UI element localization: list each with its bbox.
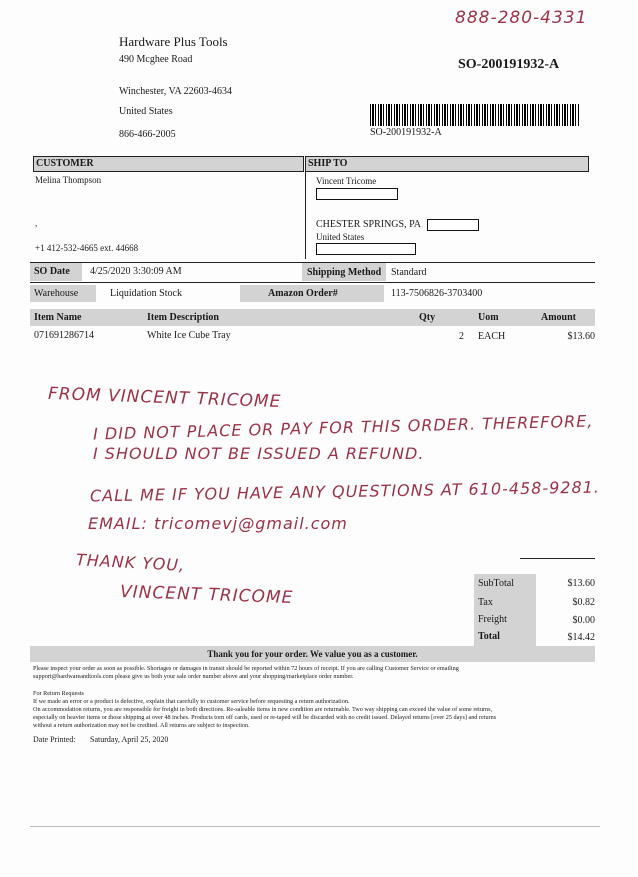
subtotal-value: $13.60 (567, 578, 595, 589)
notice-line: support@hardwareandtools.com please give us both your sale order number above and your shopping/marketplace order number. (33, 673, 354, 680)
rule (30, 282, 595, 283)
shipping-method-label: Shipping Method (307, 267, 382, 278)
col-item-description: Item Description (147, 312, 219, 323)
handwritten-line: I DID NOT PLACE OR PAY FOR THIS ORDER. THEREFORE, (92, 411, 594, 444)
handwritten-email: EMAIL: tricomevj@gmail.com (88, 514, 348, 533)
freight-label: Freight (478, 614, 507, 625)
date-printed-label: Date Printed: (33, 735, 76, 744)
amazon-order-label: Amazon Order# (268, 288, 338, 299)
company-country: United States (119, 106, 173, 117)
section-divider (305, 171, 306, 259)
customer-name: Melina Thompson (35, 175, 102, 185)
item-name: 071691286714 (34, 330, 94, 341)
shipto-name: Vincent Tricome (316, 176, 377, 186)
barcode-text: SO-200191932-A (370, 127, 442, 138)
shipto-country: United States (316, 232, 365, 242)
item-description: White Ice Cube Tray (147, 330, 231, 341)
tax-value: $0.82 (572, 597, 595, 608)
notice-line: Please inspect your order as soon as possible. Shortages or damages in transit should be reported within 72 hours of receipt. If you are calling Customer Service or emailing (33, 665, 459, 672)
tax-label: Tax (478, 597, 493, 608)
barcode (370, 104, 580, 126)
col-item-name: Item Name (34, 312, 82, 323)
customer-phone: +1 412-532-4665 ext. 44668 (35, 243, 139, 253)
returns-line: especially on heavier items or those shipping at over 48 inches. Products torn off cards, used or re-taped will be discarded with no credit issued. Delayed returns [over 25 days] and returns (33, 714, 497, 721)
handwritten-from: FROM VINCENT TRICOME (47, 383, 282, 413)
warehouse-value: Liquidation Stock (110, 288, 182, 299)
returns-title: For Return Requests (33, 690, 84, 697)
redacted-box (427, 219, 479, 231)
freight-value: $0.00 (572, 615, 595, 626)
handwritten-line: I SHOULD NOT BE ISSUED A REFUND. (93, 444, 425, 463)
handwritten-line: CALL ME IF YOU HAVE ANY QUESTIONS AT 610-458-9281. (89, 477, 601, 506)
returns-line: On accommodation returns, you are responsible for freight in both directions. Re-saleable items in new condition are returnable. Two way shipping can exceed the value of some returns, (33, 706, 493, 713)
col-amount: Amount (541, 312, 577, 323)
col-qty: Qty (419, 312, 436, 323)
company-name: Hardware Plus Tools (119, 34, 228, 49)
company-phone: 866-466-2005 (119, 129, 176, 140)
total-label: Total (478, 631, 500, 642)
amazon-order-value: 113-7506826-3703400 (391, 288, 483, 299)
order-number: SO-200191932-A (458, 57, 560, 72)
thank-you-text: Thank you for your order. We value you as a customer. (207, 649, 418, 659)
handwritten-thanks: THANK YOU, (75, 550, 186, 575)
redacted-box (316, 243, 416, 255)
so-date-label: SO Date (34, 266, 70, 277)
shipto-city: CHESTER SPRINGS, PA (316, 219, 421, 230)
company-address: 490 Mcghee Road (119, 54, 193, 65)
so-date-value: 4/25/2020 3:30:09 AM (90, 266, 182, 277)
shipto-header: SHIP TO (308, 158, 348, 169)
rule (520, 558, 595, 559)
item-qty: 2 (459, 331, 464, 342)
warehouse-label: Warehouse (34, 288, 79, 299)
date-printed-value: Saturday, April 25, 2020 (90, 735, 169, 744)
handwritten-phone: 888-280-4331 (455, 8, 588, 28)
redacted-box (316, 188, 398, 200)
footer-rule (30, 826, 600, 827)
shipping-method-value: Standard (391, 267, 427, 278)
items-header-bar (30, 309, 595, 326)
customer-header: CUSTOMER (36, 158, 94, 169)
company-city: Winchester, VA 22603-4634 (119, 86, 232, 97)
returns-line: without a return authorization may not be credited. All returns are subject to inspection. (33, 722, 250, 729)
total-value: $14.42 (567, 632, 595, 643)
shipto-header-bar (305, 156, 589, 172)
returns-line: If we made an error or a product is defective, explain that carefully to customer service before requesting a return authorization. (33, 698, 350, 705)
subtotal-label: SubTotal (478, 578, 514, 589)
customer-comma: , (35, 218, 38, 228)
item-uom: EACH (478, 331, 506, 342)
handwritten-signature: VINCENT TRICOME (119, 581, 294, 609)
item-amount: $13.60 (567, 331, 595, 342)
col-uom: Uom (478, 312, 499, 323)
